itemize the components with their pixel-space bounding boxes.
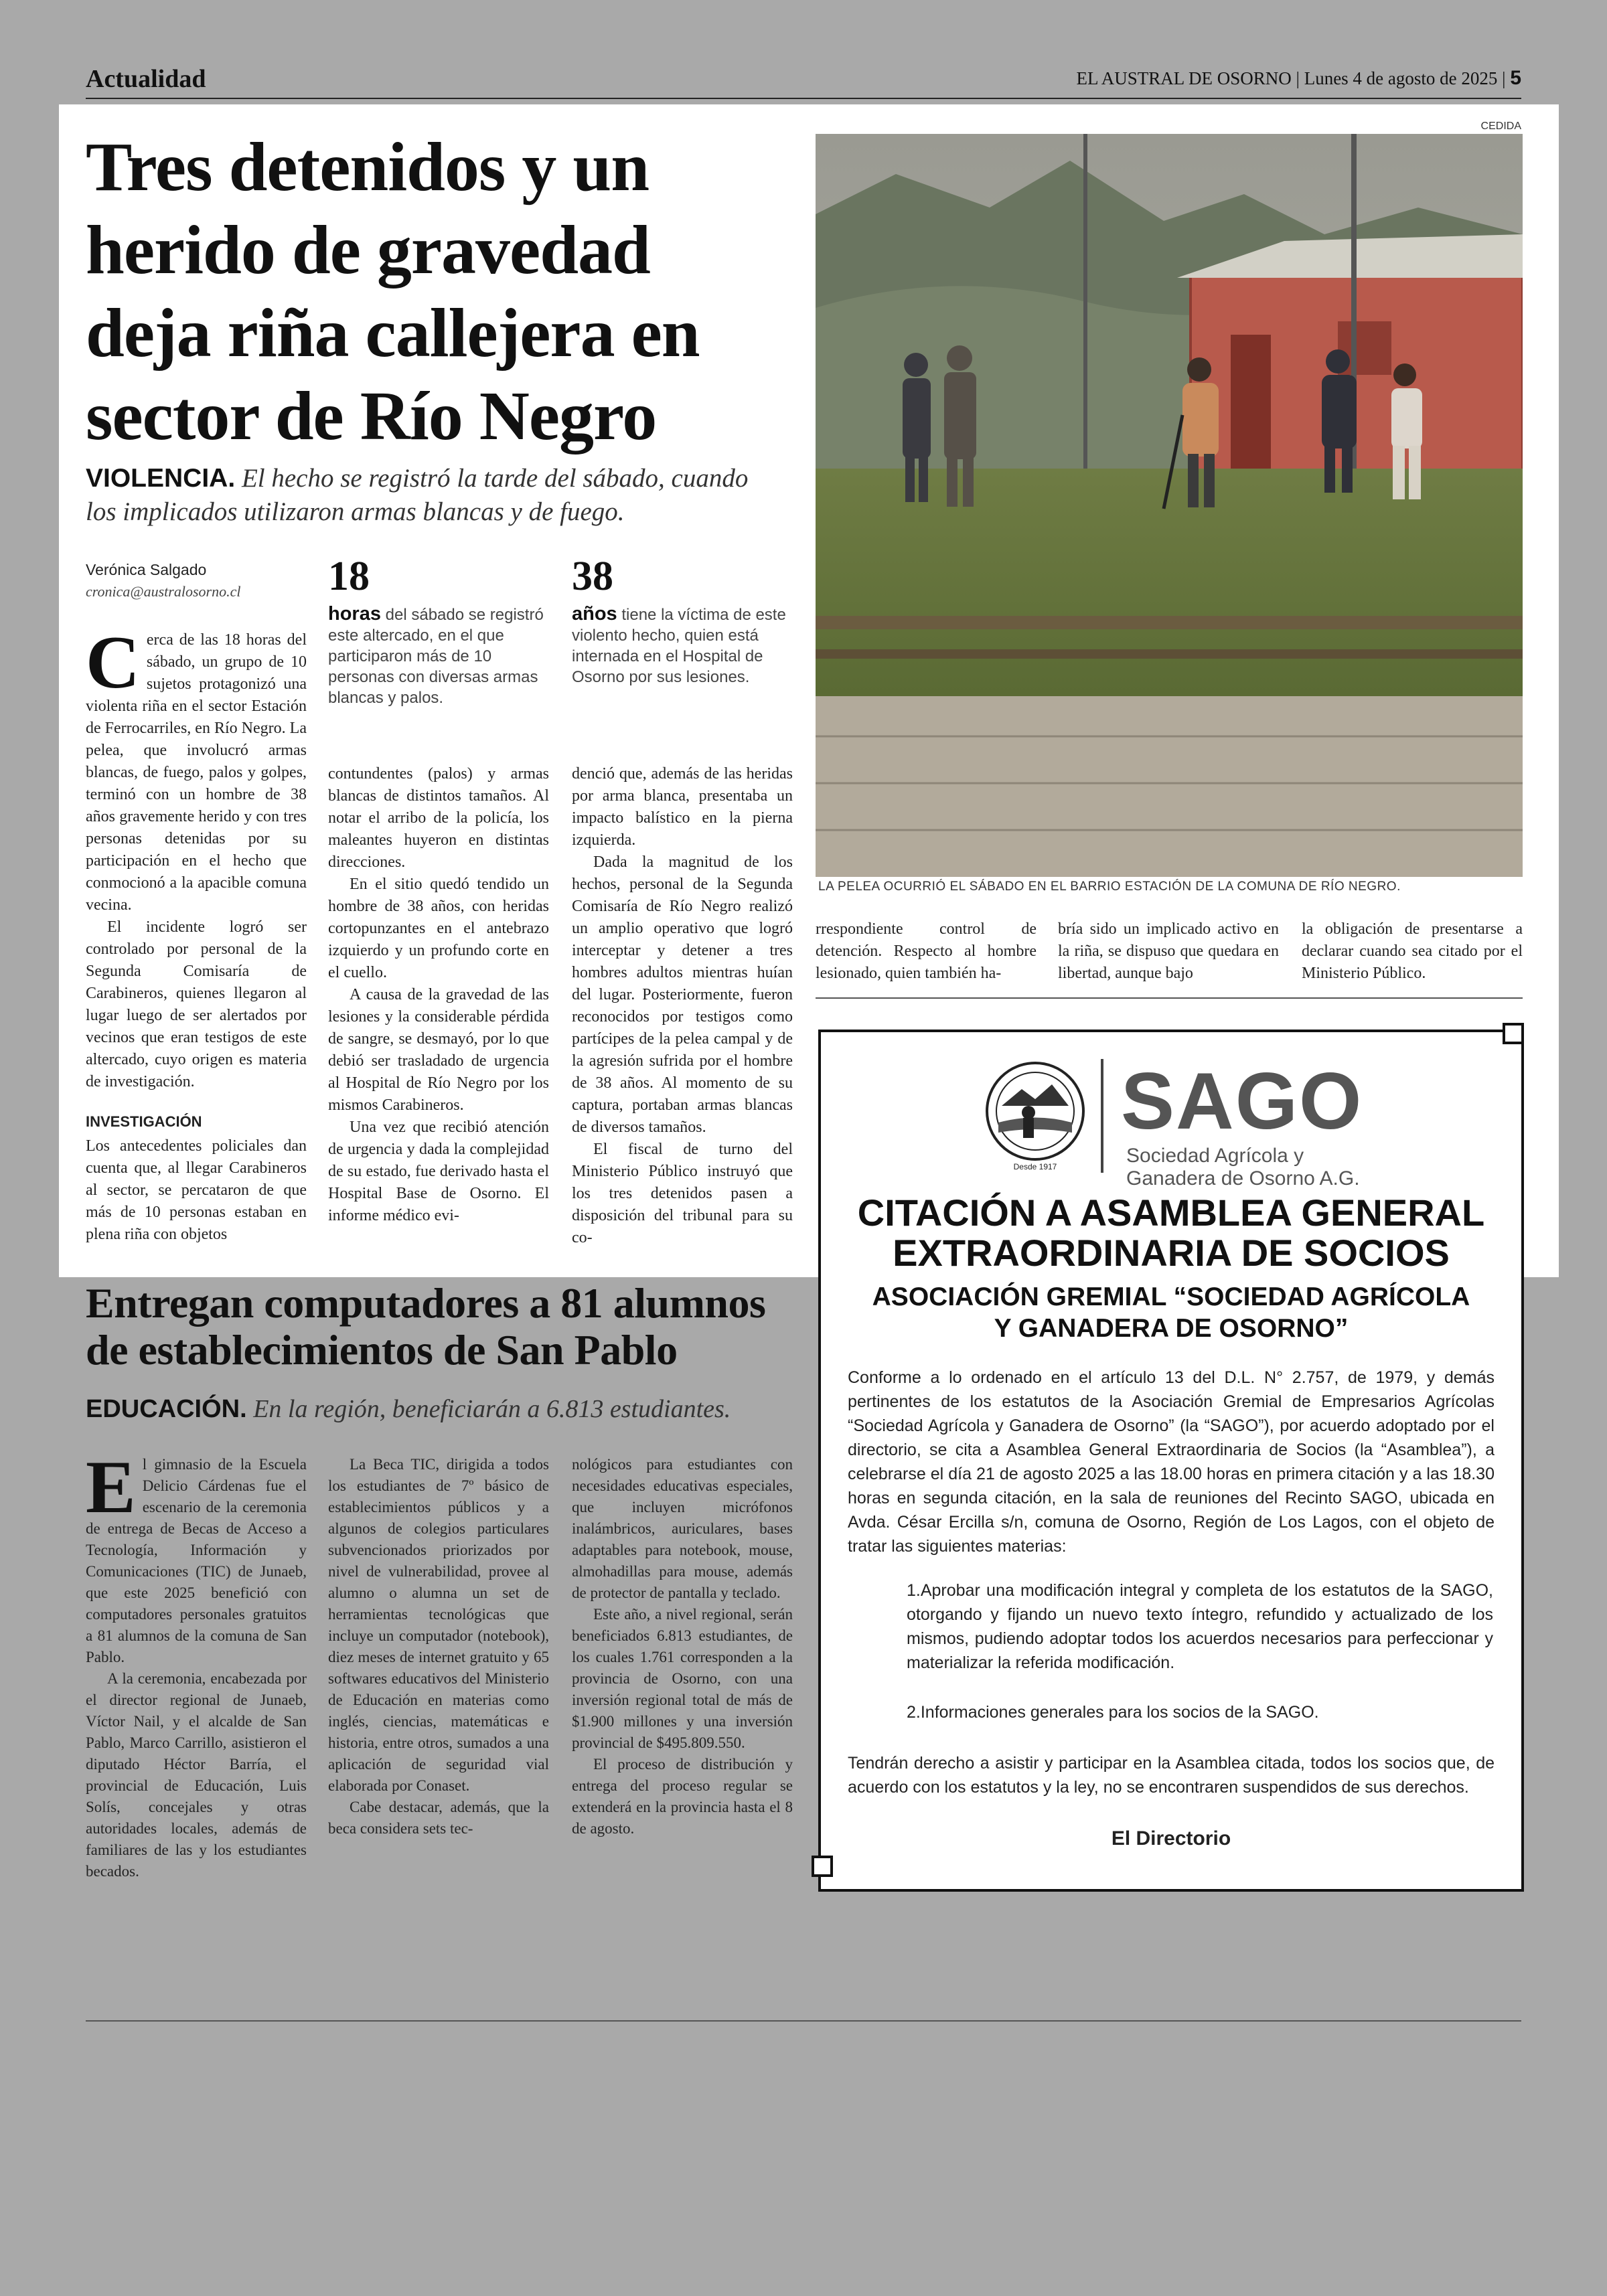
article2-column-3 [572, 1454, 793, 1839]
article1-kicker: VIOLENCIA. [86, 464, 236, 493]
fact-body: del sábado se registró este altercado, en el que participaron más de 10 personas con diversas armas blancas y palos. [328, 606, 544, 707]
logo-subtitle-line: Ganadera de Osorno A.G. [1126, 1167, 1360, 1190]
paragraph: El fiscal de turno del Ministerio Público instruyó que los tres detenidos pasen a disposición del tribunal para su co- [572, 1141, 793, 1246]
byline [86, 561, 313, 600]
header-rule [86, 98, 1521, 99]
ad-item-2: 2.Informaciones generales para los socios de la SAGO. [907, 1703, 1319, 1722]
paragraph: En el sitio quedó tendido un hombre de 38 años, con heridas cortopunzantes en el antebrazo izquierdo y un profundo corte en el cuello. [328, 876, 549, 981]
ad-item-1: 1.Aprobar una modificación integral y completa de los estatutos de la SAGO, otorgando y fijando un nuevo texto íntegro, refundido y actualizado de los mismos, pudiendo adoptar todos los acuerdos necesarios para perfeccionar y materializar la referida modificación. [907, 1581, 1493, 1672]
article2-column-2 [328, 1454, 549, 1839]
article1-column-1 [86, 621, 307, 1246]
section-label: Actualidad [86, 65, 206, 93]
photo-credit: CEDIDA [1480, 120, 1521, 132]
dateline-separator: | [1502, 68, 1506, 88]
paragraph: A la ceremonia, encabezada por el director regional de Junaeb, Víctor Nail, y el alcalde de San Pablo, Marco Carrillo, asistieron el diputado Héctor Barría, el provincial de Educación, Luis Solís, concejales y otras autoridades locales, además de familiares de las y los estudiantes becados. [86, 1670, 307, 1880]
article1-column-6 [1302, 918, 1523, 985]
article1-column-3 [572, 763, 793, 1249]
paragraph: rrespondiente control de detención. Respecto al hombre lesionado, quien también ha- [816, 920, 1037, 982]
paragraph: Los antecedentes policiales dan cuenta que, al llegar Carabineros al sector, se percataron de que más de 10 personas estaban en plena riña con objetos [86, 1137, 307, 1243]
paragraph: El proceso de distribución y entrega del proceso regular se extenderá en la provincia hasta el 8 de agosto. [572, 1756, 793, 1837]
logo-subtitle-line: Sociedad Agrícola y [1126, 1145, 1304, 1167]
paragraph: nológicos para estudiantes con necesidades educativas especiales, que incluyen micrófonos inalámbricos, auriculares, bases adaptables para notebook, mouse, almohadillas para mouse, además de protector de pantalla y teclado. [572, 1456, 793, 1601]
fact-body: tiene la víctima de este violento hecho, quien está internada en el Hospital de Osorno por sus lesiones. [572, 606, 786, 686]
photo-illustration [816, 134, 1523, 877]
paragraph: Cabe destacar, además, que la beca considera sets tec- [328, 1799, 549, 1837]
drop-cap: E [86, 1446, 136, 1529]
article2-headline [86, 1280, 802, 1374]
sago-logo-text: SAGO [1121, 1056, 1363, 1146]
fact-box-age [572, 556, 793, 687]
article1-deck-text: El hecho se registró la tarde del sábado, cuando los implicados utilizaron armas blancas y de fuego. [86, 464, 749, 526]
paragraph: El incidente logró ser controlado por personal de la Segunda Comisaría de Carabineros, quienes llegaron al lugar luego de ser alertados por vecinos que eran testigos de este altercado, cuyo origen es materia de investigación. [86, 918, 307, 1090]
subheading: INVESTIGACIÓN [86, 1113, 202, 1130]
paragraph-text: l gimnasio de la Escuela Delicio Cárdenas fue el escenario de la ceremonia de entrega de Becas de Acceso a Tecnología, Información y Comunicaciones (TIC) de Junaeb, que este 2025 benefició con computadores personales gratuitos a 81 alumnos de la comuna de San Pablo. [86, 1456, 307, 1665]
ad-subtitle [821, 1281, 1521, 1344]
ad-signature: El Directorio [1111, 1827, 1231, 1850]
article1-column-5 [1058, 918, 1279, 985]
paragraph: Una vez que recibió atención de urgencia y dada la complejidad de su estado, fue derivado hasta el Hospital Base de Osorno. El informe médico evi- [328, 1119, 549, 1224]
paragraph: Dada la magnitud de los hechos, personal de la Segunda Comisaría de Río Negro realizó un amplio operativo que logró interceptar y detener a tres hombres adultos mientras huían del lugar. Posteriormente, fueron reconocidos por testigos como partícipes de la pelea campal y de la agresión sufrida por el hombre de 38 años. Al momento de su captura, portaban armas blancas de diversos tamaños. [572, 853, 793, 1136]
ad-subtitle-line: Y GANADERA DE OSORNO” [994, 1314, 1349, 1343]
dateline-separator: | [1296, 68, 1300, 88]
sago-logo-subtitle [1126, 1145, 1360, 1190]
fact-box-hours [328, 556, 549, 708]
article2-deck-text: En la región, beneficiarán a 6.813 estudiantes. [253, 1395, 731, 1423]
paper-name: EL AUSTRAL DE OSORNO [1076, 68, 1292, 88]
paragraph: Este año, a nivel regional, serán beneficiados 6.813 estudiantes, de los cuales 1.761 corresponden a la provincia de Osorno, con una inversión regional total de más de $1.900 millones y una inversión provincial de $495.809.550. [572, 1606, 793, 1751]
paragraph: La Beca TIC, dirigida a todos los estudiantes de 7º básico de establecimientos públicos y a algunos de colegios particulares subvencionados priorizados por nivel de vulnerabilidad, provee al alumno o alumna un set de herramientas tecnológicas que incluye un computador (notebook), diez meses de internet gratuito y 65 softwares educativos del Ministerio de Educación en materias como inglés, ciencias, matemáticas e historia, entre otros, sumados a una aplicación de seguridad vial elaborada por Conaset. [328, 1456, 549, 1794]
headline-line: Tres detenidos y un [86, 129, 649, 206]
ad-subtitle-line: ASOCIACIÓN GREMIAL “SOCIEDAD AGRÍCOLA [872, 1283, 1470, 1311]
paper-dateline [1077, 67, 1521, 90]
ad-closing: Tendrán derecho a asistir y participar en la Asamblea citada, todos los socios que, de acuerdo con los estatutos y la ley, no se encontraren suspendidos de sus derechos. [848, 1754, 1495, 1797]
article1-column-2 [328, 763, 549, 1227]
ad-title [821, 1193, 1521, 1273]
article2-column-1 [86, 1446, 307, 1882]
paragraph [86, 1446, 307, 1668]
ad-title-line: CITACIÓN A ASAMBLEA GENERAL [857, 1192, 1485, 1234]
corner-ornament [1503, 1023, 1524, 1044]
news-photo [816, 134, 1523, 877]
article1-deck [86, 462, 782, 529]
ad-title-line: EXTRAORDINARIA DE SOCIOS [893, 1232, 1450, 1274]
headline-line: Entregan computadores a 81 alumnos [86, 1279, 766, 1327]
ad-body: Conforme a lo ordenado en el artículo 13 del D.L. N° 2.757, de 1979, y demás pertinentes de los estatutos de la Asociación Gremial de Empresarios Agrícolas “Sociedad Agrícola y Ganadera de Osorno” (la “SAGO”), por acuerdo adoptado por el directorio, se cita a Asamblea General Extraordinaria de Socios (la “Asamblea”), a celebrarse el día 21 de agosto 2025 a las 18.00 horas en primera citación y a las 18.30 horas en segunda citación, en la sala de reuniones del Recinto SAGO, ubicada en Avda. César Ercilla s/n, comuna de Osorno, Región de Los Lagos, con el objeto de tratar las siguientes materias: [848, 1368, 1495, 1556]
paragraph: A causa de la gravedad de las lesiones y la considerable pérdida de sangre, se desmayó, por lo que debió ser trasladado de urgencia al Hospital de Río Negro por los mismos Carabineros. [328, 986, 549, 1114]
paragraph: denció que, además de las heridas por arma blanca, presentaba un impacto balístico en la pierna izquierda. [572, 765, 793, 849]
page-number: 5 [1510, 67, 1521, 89]
paragraph: bría sido un implicado activo en la riña, se dispuso que quedara en libertad, aunque bajo [1058, 920, 1279, 982]
paragraph [86, 621, 307, 916]
drop-cap: C [86, 621, 140, 704]
headline-line: sector de Río Negro [86, 378, 657, 455]
headline-line: de establecimientos de San Pablo [86, 1326, 678, 1374]
article1-column-4 [816, 918, 1037, 985]
headline-line: deja riña callejera en [86, 295, 700, 372]
fact-number: 18 [328, 554, 370, 599]
paragraph: la obligación de presentarse a declarar cuando sea citado por el Ministerio Público. [1302, 920, 1523, 982]
paragraph: contundentes (palos) y armas blancas de distintos tamaños. Al notar el arribo de la policía, los maleantes huyeron en distintas direcciones. [328, 765, 549, 871]
sago-seal [982, 1059, 1089, 1173]
headline-line: herido de gravedad [86, 212, 650, 289]
fact-text [572, 604, 793, 687]
logo-divider [1101, 1059, 1103, 1173]
issue-date: Lunes 4 de agosto de 2025 [1304, 68, 1498, 88]
paragraph-text: erca de las 18 horas del sábado, un grupo de 10 sujetos protagonizó una violenta riña en el sector Estación de Ferrocarriles, en Río Negro. La pelea, que involucró armas blancas, de fuego, palos y golpes, terminó con un hombre de 38 años gravemente herido y con tres personas detenidas por su participación en el hecho que conmocionó a la apacible comuna vecina. [86, 631, 307, 914]
article1-headline [86, 126, 802, 458]
fact-text [328, 604, 549, 708]
fact-number: 38 [572, 554, 613, 599]
article2-kicker: EDUCACIÓN. [86, 1395, 247, 1423]
corner-ornament [812, 1856, 833, 1877]
photo-caption: LA PELEA OCURRIÓ EL SÁBADO EN EL BARRIO ESTACIÓN DE LA COMUNA DE RÍO NEGRO. [818, 880, 1401, 894]
sago-advertisement [818, 1030, 1524, 1892]
author-email[interactable]: cronica@australosorno.cl [86, 583, 241, 600]
article2-deck [86, 1394, 802, 1424]
seal-icon [982, 1059, 1089, 1173]
column-rule [816, 997, 1523, 999]
seal-year: Desde 1917 [1013, 1162, 1057, 1171]
bottom-rule [86, 2020, 1521, 2022]
fact-lead: horas [328, 603, 381, 625]
author-name: Verónica Salgado [86, 561, 207, 578]
fact-lead: años [572, 603, 617, 625]
